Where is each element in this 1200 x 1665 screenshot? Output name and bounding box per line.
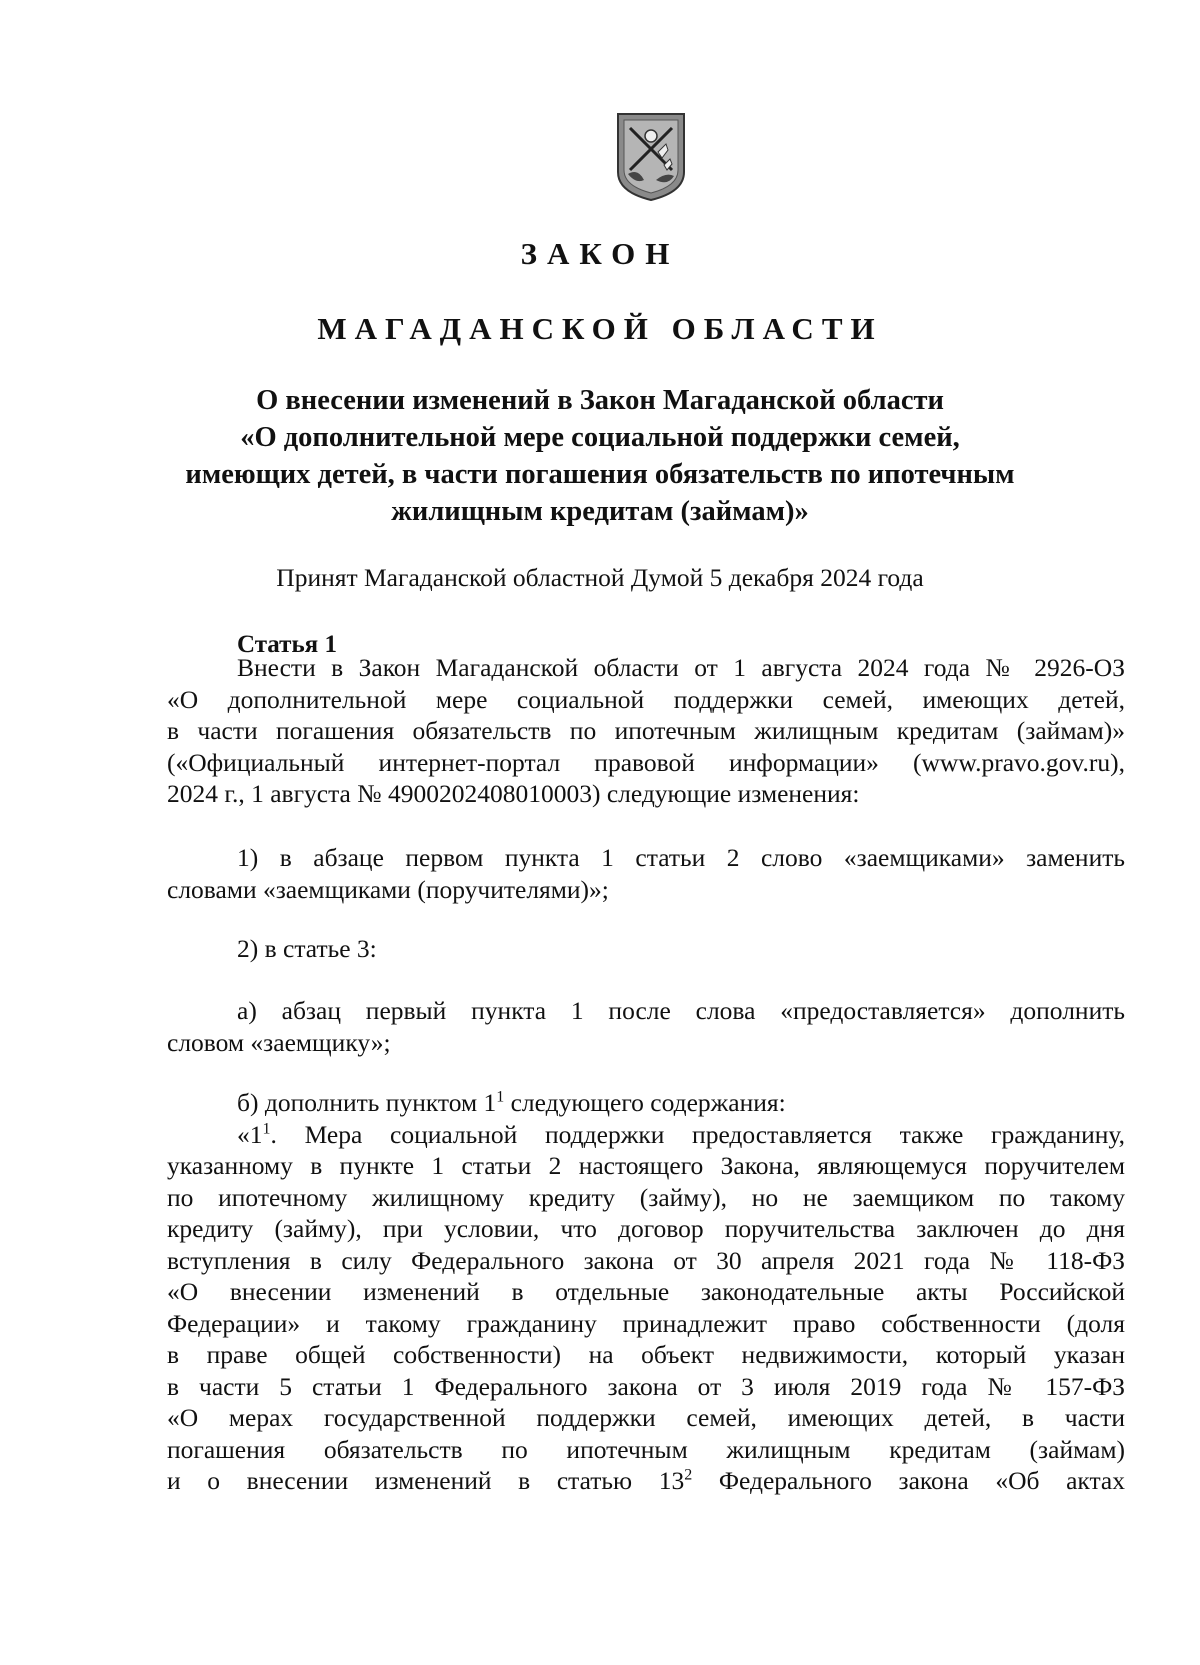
- subject-line: имеющих детей, в части погашения обязательств по ипотечным: [185, 459, 1015, 490]
- text-line: («Официальный интернет-портал правовой информации» (www.pravo.gov.ru),: [167, 747, 1125, 777]
- item-1-paragraph: [167, 842, 1125, 905]
- item-2a-paragraph: [167, 995, 1125, 1058]
- text-line: «О внесении изменений в отдельные законодательные акты Российской: [167, 1277, 1125, 1306]
- text-run: «1: [237, 1119, 263, 1149]
- item-2b-paragraph: [167, 1087, 1125, 1497]
- text-run: следующего содержания:: [504, 1088, 786, 1117]
- text-line: Федерации» и такому гражданину принадлежит право собственности (доля: [167, 1308, 1125, 1338]
- text-line: вступления в силу Федерального закона от 30 апреля 2021 года № 118-ФЗ: [167, 1245, 1125, 1275]
- text-line: словом «заемщику»;: [167, 1027, 391, 1057]
- subject-line: О внесении изменений в Закон Магаданской области: [256, 385, 944, 416]
- text-run: и о внесении изменений в статью 13: [167, 1466, 685, 1495]
- text-line: а) абзац первый пункта 1 после слова «предоставляется» дополнить: [237, 996, 1125, 1025]
- text-line: «О дополнительной мере социальной поддержки семей, имеющих детей,: [167, 684, 1125, 714]
- text-line: 2) в статье 3:: [237, 934, 377, 963]
- text-line: [167, 1465, 1125, 1497]
- adoption-note: Принят Магаданской областной Думой 5 декабря 2024 года: [276, 563, 924, 592]
- document-subject: [0, 382, 1200, 530]
- subject-line: «О дополнительной мере социальной поддержки семей,: [240, 422, 960, 453]
- article-heading: Статья 1: [237, 631, 337, 658]
- text-run: Федерального закона «Об актах: [692, 1466, 1126, 1495]
- text-line: [167, 1119, 1125, 1151]
- text-line: «О мерах государственной поддержки семей, имеющих детей, в части: [167, 1403, 1125, 1432]
- text-line: погашения обязательств по ипотечным жилищным кредитам (займам): [167, 1434, 1125, 1464]
- item-2-paragraph: [167, 933, 1125, 965]
- text-line: кредиту (займу), при условии, что договор поручительства заключен до дня: [167, 1214, 1125, 1243]
- superscript: 1: [496, 1088, 505, 1106]
- text-line: указанному в пункте 1 статьи 2 настоящего Закона, являющемуся поручителем: [167, 1151, 1125, 1180]
- text-line: по ипотечному жилищному кредиту (займу), но не заемщиком по такому: [167, 1182, 1125, 1212]
- text-line: словами «заемщиками (поручителями)»;: [167, 874, 609, 904]
- text-line: [167, 1087, 1125, 1119]
- text-line: 2024 г., 1 августа № 4900202408010003) следующие изменения:: [167, 779, 860, 808]
- document-region: МАГАДАНСКОЙ ОБЛАСТИ: [317, 311, 883, 346]
- text-line: Внести в Закон Магаданской области от 1 августа 2024 года № 2926-ОЗ: [237, 653, 1125, 682]
- text-line: в части погашения обязательств по ипотечным жилищным кредитам (займам)»: [167, 716, 1125, 745]
- subject-line: жилищным кредитам (займам)»: [391, 496, 809, 527]
- text-line: в части 5 статьи 1 Федерального закона от 3 июля 2019 года № 157-ФЗ: [167, 1371, 1125, 1401]
- text-run: б) дополнить пунктом 1: [237, 1088, 497, 1117]
- superscript: 1: [262, 1120, 271, 1137]
- text-run: . Мера социальной поддержки предоставляется также гражданину,: [270, 1119, 1125, 1149]
- document-title: ЗАКОН: [520, 236, 680, 271]
- coat-of-arms-icon: [612, 110, 690, 202]
- superscript: 2: [684, 1466, 693, 1484]
- text-line: 1) в абзаце первом пункта 1 статьи 2 слово «заемщиками» заменить: [237, 843, 1125, 872]
- intro-paragraph: [167, 652, 1125, 810]
- text-line: в праве общей собственности) на объект недвижимости, который указан: [167, 1340, 1125, 1369]
